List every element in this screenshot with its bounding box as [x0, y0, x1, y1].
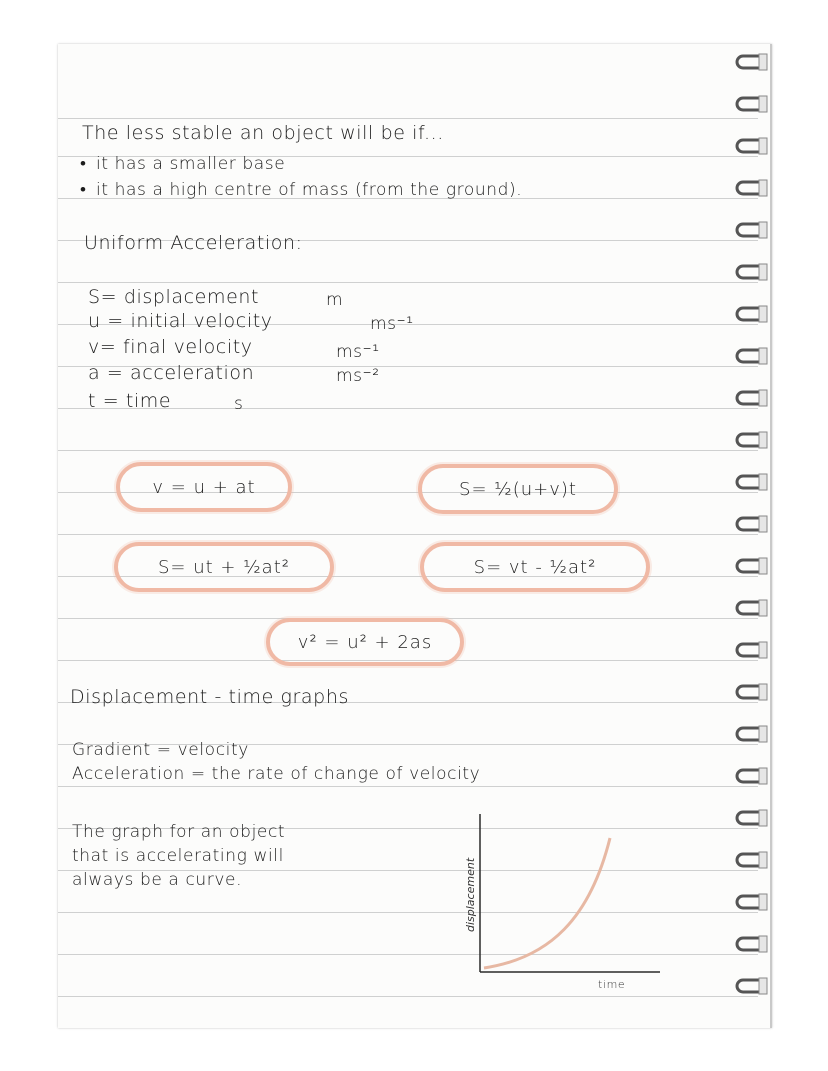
equation-bubble: S= ut + ½at² — [114, 542, 334, 592]
spiral-ring-icon — [735, 724, 769, 744]
spiral-ring-icon — [735, 640, 769, 660]
spiral-ring-icon — [735, 556, 769, 576]
spiral-binding — [735, 52, 775, 1032]
bullet-point: • — [80, 154, 87, 174]
section-heading: Uniform Acceleration: — [84, 232, 303, 254]
spiral-ring-icon — [735, 178, 769, 198]
spiral-ring-icon — [735, 892, 769, 912]
note-line: The graph for an object — [72, 822, 286, 842]
variable-definition: t = time — [88, 390, 172, 412]
spiral-ring-icon — [735, 514, 769, 534]
spiral-ring-icon — [735, 808, 769, 828]
equation-bubble: v² = u² + 2as — [266, 618, 464, 666]
ruled-line — [58, 786, 758, 787]
stability-bullet: it has a high centre of mass (from the ground). — [96, 180, 523, 200]
ruled-line — [58, 996, 758, 997]
spiral-ring-icon — [735, 220, 769, 240]
variable-unit: ms⁻¹ — [370, 314, 414, 334]
equation-bubble: v = u + at — [116, 462, 292, 512]
spiral-ring-icon — [735, 766, 769, 786]
spiral-ring-icon — [735, 430, 769, 450]
stability-bullet: it has a smaller base — [96, 154, 286, 174]
spiral-ring-icon — [735, 346, 769, 366]
y-axis-label: displacement — [464, 857, 477, 932]
spiral-ring-icon — [735, 682, 769, 702]
ruled-line — [58, 282, 758, 283]
variable-definition: S= displacement — [88, 286, 260, 308]
variable-unit: ms⁻² — [336, 366, 380, 386]
ruled-line — [58, 450, 758, 451]
spiral-ring-icon — [735, 976, 769, 996]
variable-unit: m — [326, 290, 344, 310]
x-axis-label: time — [598, 978, 626, 991]
spiral-ring-icon — [735, 304, 769, 324]
spiral-ring-icon — [735, 472, 769, 492]
equation-bubble: S= vt - ½at² — [420, 542, 650, 592]
spiral-ring-icon — [735, 598, 769, 618]
equation-bubble: S= ½(u+v)t — [418, 464, 618, 514]
variable-definition: v= final velocity — [88, 336, 253, 358]
spiral-ring-icon — [735, 850, 769, 870]
variable-definition: a = acceleration — [88, 362, 255, 384]
section-heading: Displacement - time graphs — [70, 686, 349, 708]
ruled-line — [58, 118, 758, 119]
spiral-ring-icon — [735, 262, 769, 282]
spiral-ring-icon — [735, 136, 769, 156]
spiral-ring-icon — [735, 934, 769, 954]
definition-line: Gradient = velocity — [72, 740, 249, 760]
note-line: always be a curve. — [72, 870, 243, 890]
note-line: that is accelerating will — [72, 846, 284, 866]
stability-heading: The less stable an object will be if... — [82, 122, 444, 144]
variable-definition: u = initial velocity — [88, 310, 273, 332]
variable-unit: ms⁻¹ — [336, 342, 380, 362]
bullet-point: • — [80, 180, 87, 200]
variable-unit: s — [234, 394, 244, 414]
displacement-time-sketch — [470, 808, 670, 988]
acceleration-curve — [484, 838, 610, 968]
spiral-ring-icon — [735, 388, 769, 408]
spiral-ring-icon — [735, 94, 769, 114]
definition-line: Acceleration = the rate of change of velocity — [72, 764, 481, 784]
spiral-ring-icon — [735, 52, 769, 72]
ruled-line — [58, 534, 758, 535]
